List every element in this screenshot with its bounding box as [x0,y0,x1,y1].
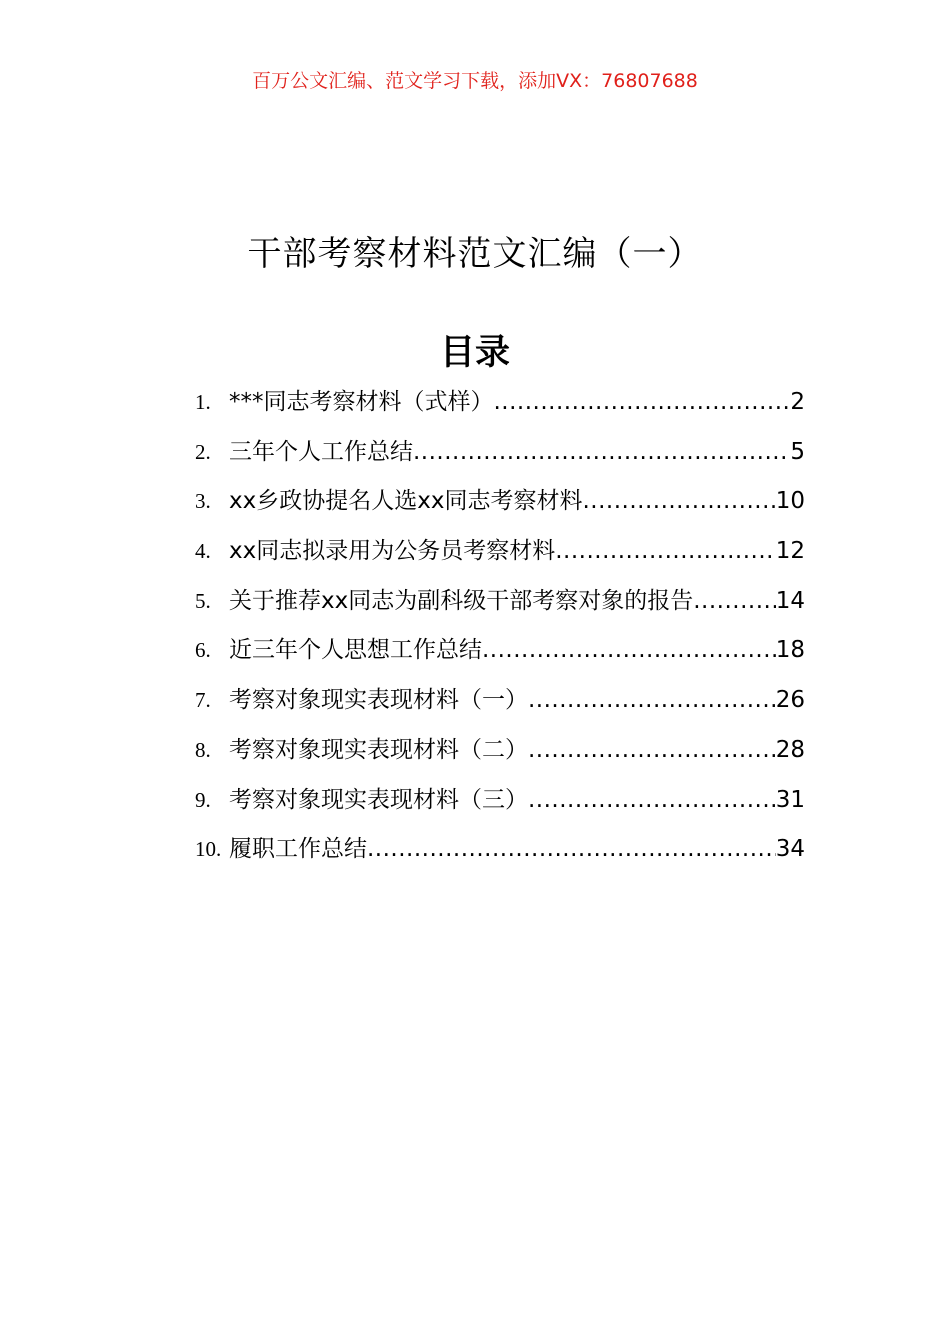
toc-entry-page: 14 [775,587,805,614]
toc-entry-title: ***同志考察材料（式样） [229,389,494,415]
toc-entry-number: 7. [195,688,211,713]
toc-entry-4[interactable] [195,527,805,577]
toc-entry-7[interactable] [195,676,805,726]
toc-entry-number: 2. [195,439,211,464]
toc-dot-leader [413,428,790,478]
toc-entry-3[interactable] [195,477,805,527]
toc-entry-page: 34 [775,836,805,863]
toc-entry-6[interactable] [195,626,805,676]
toc-heading: 目录 [439,333,510,373]
toc-dot-leader [494,378,791,428]
toc-entry-9[interactable] [195,776,805,826]
toc-entry-title: 考察对象现实表现材料（一） [229,687,528,714]
toc-entry-number: 9. [195,787,211,812]
toc-entry-page: 26 [775,687,805,714]
toc-entry-title: xx同志拟录用为公务员考察材料 [229,538,556,565]
header-watermark-note: 百万公文汇编、范文学习下载，添加VX：76807688 [252,70,698,92]
toc-entry-number: 10. [195,837,222,862]
toc-entry-page: 31 [775,786,805,813]
toc-entry-2[interactable] [195,428,805,478]
toc-dot-leader [528,726,776,776]
toc-dot-leader [528,776,776,826]
toc-entry-number: 1. [195,390,211,414]
toc-entry-page: 18 [775,637,805,664]
toc-entry-number: 5. [195,588,211,613]
toc-entry-1[interactable] [195,378,805,428]
table-of-contents [195,378,805,875]
document-title: 干部考察材料范文汇编（一） [247,234,703,274]
toc-entry-title: 考察对象现实表现材料（三） [229,786,528,813]
toc-entry-page: 10 [775,488,805,515]
toc-entry-title: 近三年个人思想工作总结 [229,637,482,664]
toc-dot-leader [693,577,775,627]
toc-entry-number: 3. [195,489,211,514]
toc-entry-number: 4. [195,539,211,564]
toc-entry-title: 关于推荐xx同志为副科级干部考察对象的报告 [229,587,694,614]
toc-entry-title: 三年个人工作总结 [229,438,413,465]
toc-entry-10[interactable] [195,825,805,875]
toc-entry-title: 履职工作总结 [229,836,367,863]
toc-entry-8[interactable] [195,726,805,776]
toc-entry-page: 5 [790,438,805,465]
toc-entry-number: 6. [195,638,211,663]
toc-entry-5[interactable] [195,577,805,627]
toc-dot-leader [482,626,776,676]
toc-entry-number: 8. [195,737,211,762]
toc-entry-title: xx乡政协提名人选xx同志考察材料 [229,488,583,515]
toc-dot-leader [367,825,776,875]
toc-entry-page: 28 [775,736,805,763]
toc-dot-leader [582,477,775,527]
toc-dot-leader [528,676,776,726]
toc-entry-page: 12 [775,538,805,565]
toc-entry-page: 2 [790,389,805,415]
toc-entry-title: 考察对象现实表现材料（二） [229,736,528,763]
toc-dot-leader [555,527,775,577]
